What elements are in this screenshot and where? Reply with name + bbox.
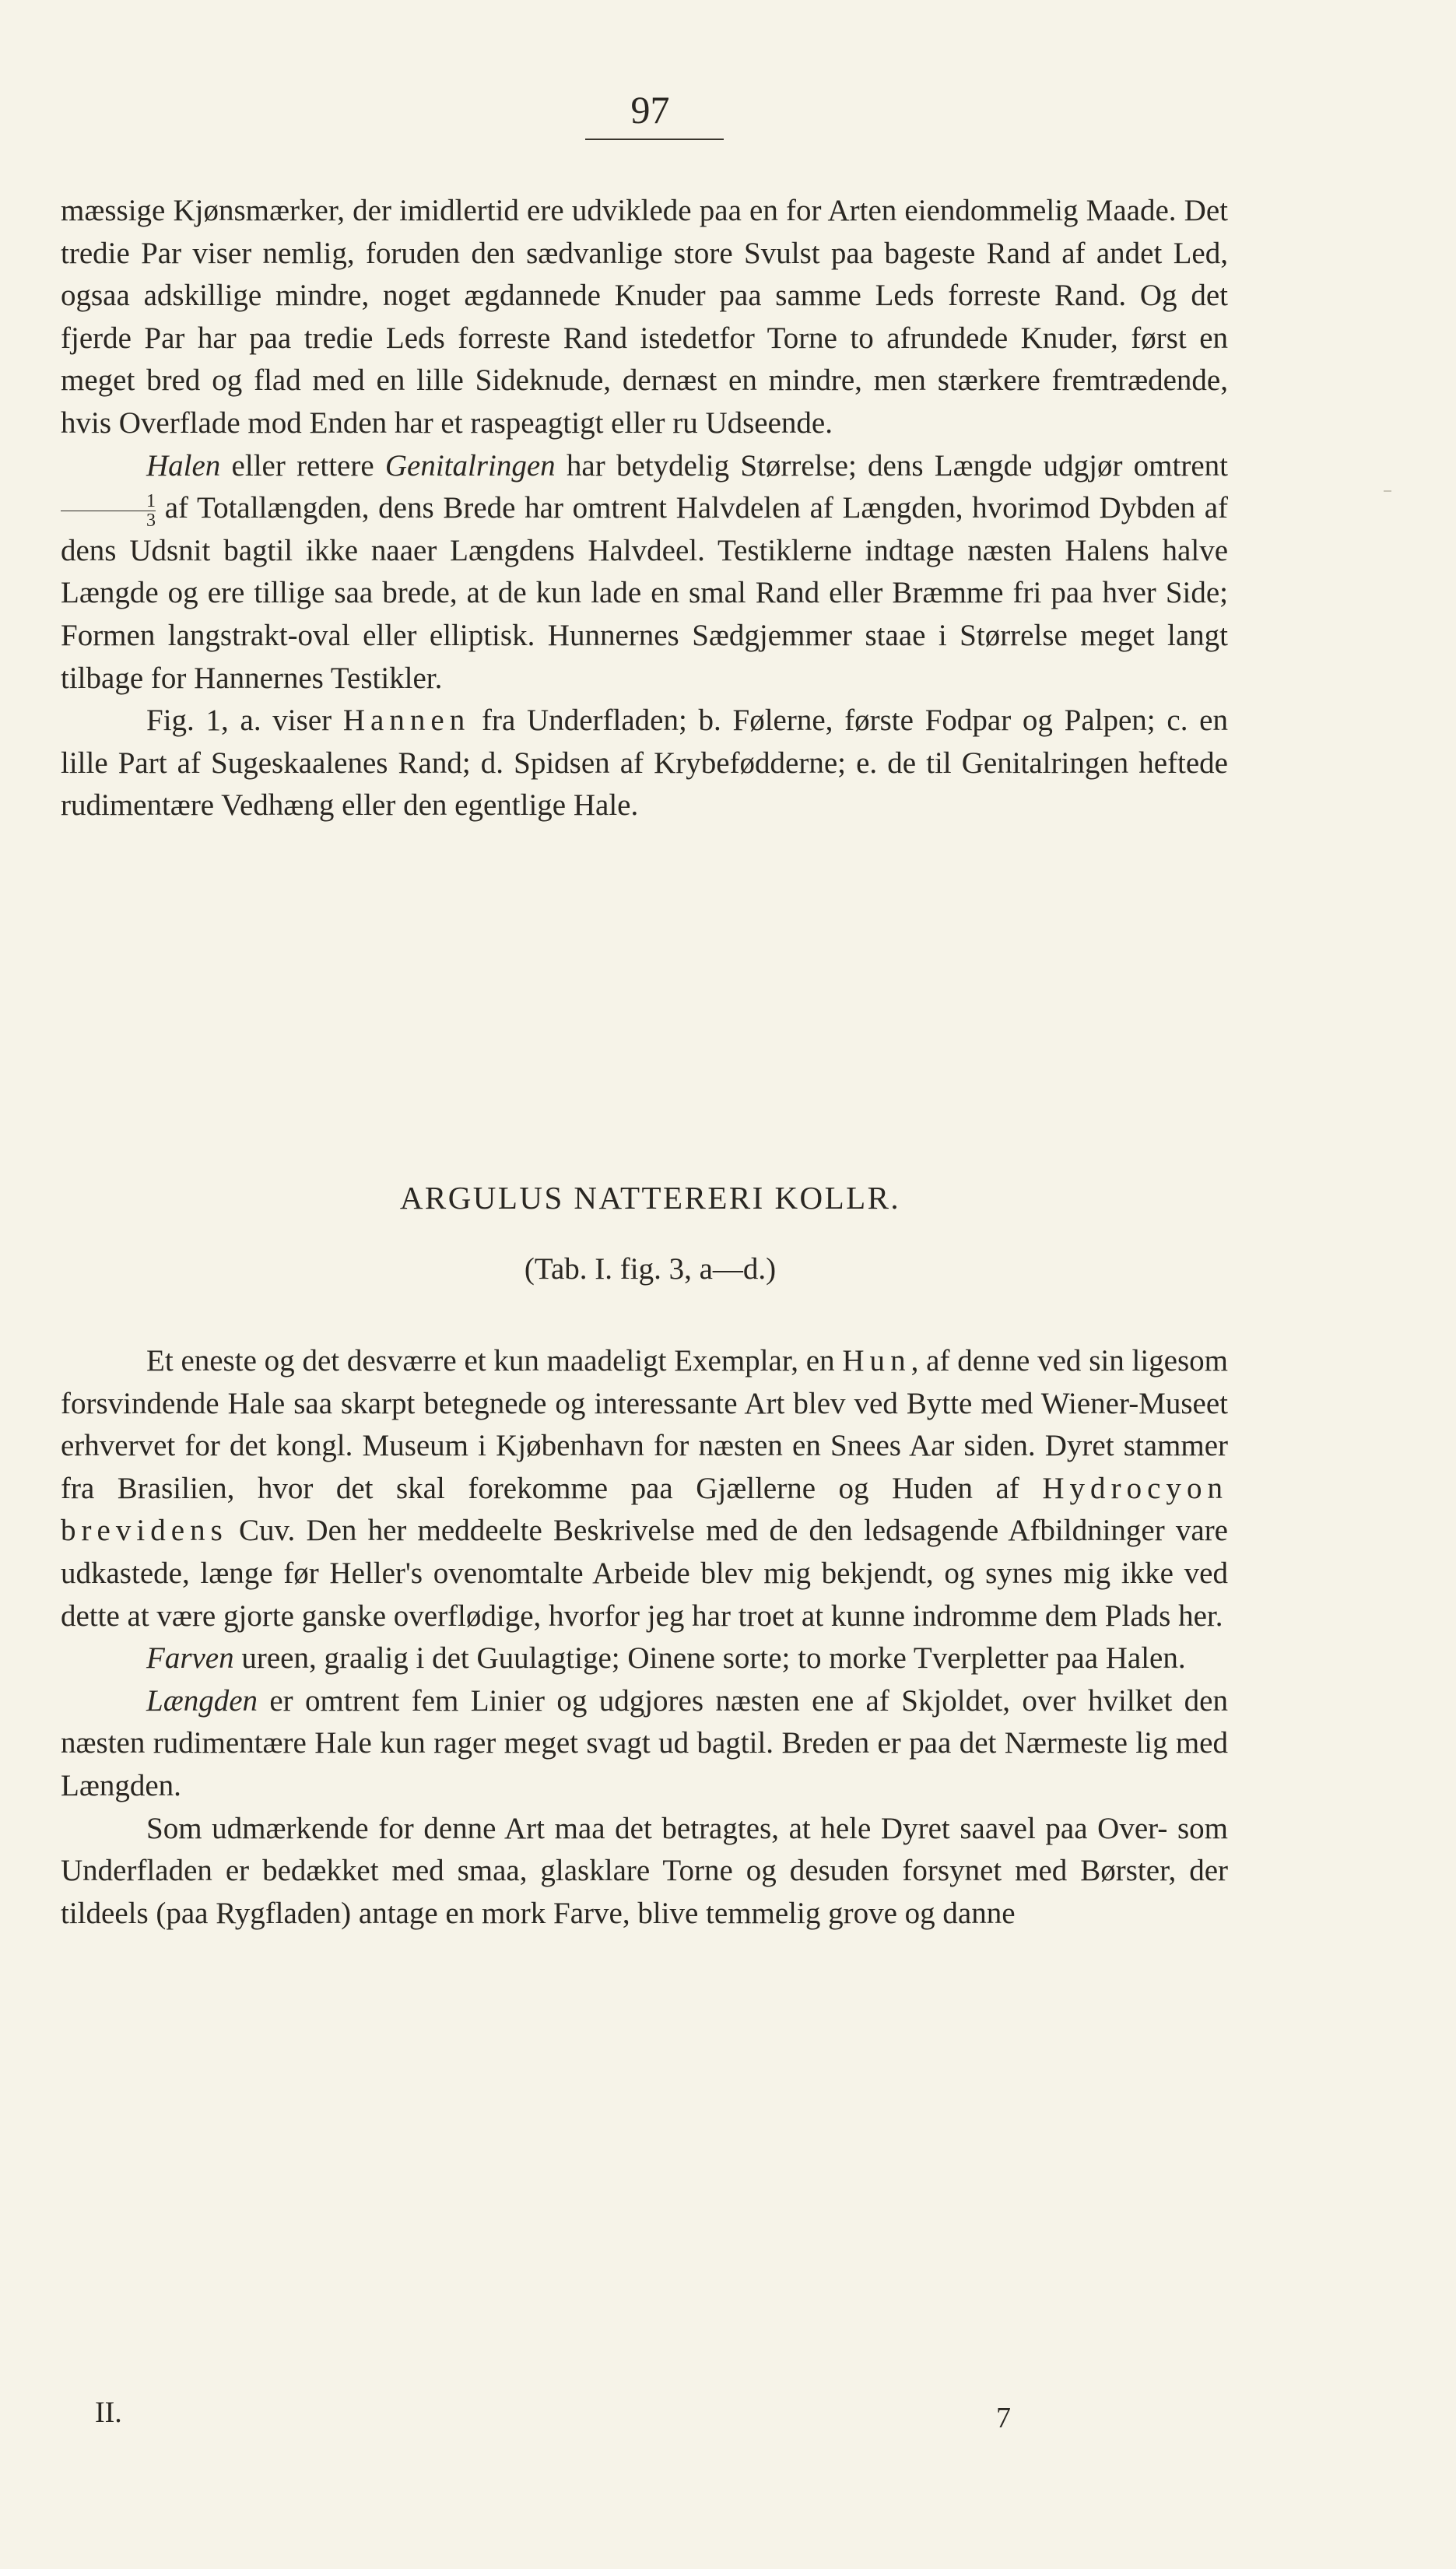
paragraph-farven: Farven ureen, graalig i det Guulagtige; Oinene sorte; to morke Tverpletter paa Halen. — [146, 1641, 1186, 1676]
spaced-term-hun: Hun — [842, 1344, 911, 1378]
italic-term-laengden: Længden — [146, 1683, 258, 1718]
section-heading: ARGULUS NATTERERI KOLLR. — [399, 1180, 901, 1216]
paragraph-halen: Halen eller rettere Genitalringen har betydelig Størrelse; dens Længde udgjør omtrent $\frac{1}{3}$ af Totallængden, dens Brede har omtrent Halvdelen af Længden, hvorimod Dybden af dens Udsnit bagtil ikke naaer Længdens Halvdeel. Testiklerne indtage næsten Halens halve Længde og ere tillige saa brede, at de kun lade en smal Rand eller Bræmme fri paa hver Side; Formen langstrakt-oval eller elliptisk. Hunnernes Sædgjemmer staae i Størrelse meget langt tilbage for Hannernes Testikler. — [61, 448, 1228, 695]
section-subheading: (Tab. I. fig. 3, a—d.) — [524, 1252, 777, 1286]
fraction-one-third: $\frac{1}{3}$ — [61, 492, 156, 530]
page-number-rule — [585, 139, 724, 140]
top-text-block — [61, 190, 1228, 827]
margin-mark — [1384, 490, 1391, 492]
italic-term-genitalringen: Genitalringen — [384, 448, 556, 483]
paragraph-figure-legend: Fig. 1, a. viser Hannen fra Underfladen; b. Følerne, første Fodpar og Palpen; c. en lille Part af Sugeskaalenes Rand; d. Spidsen af Krybefødderne; e. de til Genitalringen heftede rudimentære Vedhæng eller den egentlige Hale. — [61, 704, 1228, 823]
italic-term-farven: Farven — [146, 1641, 234, 1676]
spaced-term-hannen: Hannen — [342, 704, 471, 738]
bottom-text-block — [61, 1340, 1228, 1935]
paragraph-specimen: Et eneste og det desværre et kun maadeligt Exemplar, en Hun, af denne ved sin ligesom forsvindende Hale saa skarpt betegnede og interessante Art blev ved Bytte med Wiener-Museet erhvervet for det kongl. Museum i Kjøbenhavn for næsten en Snees Aar siden. Dyret stammer fra Brasilien, hvor det skal forekomme paa Gjællerne og Huden af Hydrocyon brevidens Cuv. Den her meddeelte Beskrivelse med de den ledsagende Afbildninger vare udkastede, længe før Heller's ovenomtalte Arbeide blev mig bekjendt, og synes mig ikke ved dette at være gjorte ganske overflødige, hvorfor jeg har troet at kunne indromme dem Plads her. — [61, 1344, 1228, 1633]
spaced-term-hydrocyon: Hydrocyon brevidens — [61, 1471, 1228, 1548]
paragraph-udmaerkende: Som udmærkende for denne Art maa det betragtes, at hele Dyret saavel paa Over- som Underfladen er bedækket med smaa, glasklare Torne og desuden forsynet med Børster, der tildeels (paa Rygfladen) antage en mork Farve, blive temmelig grove og danne — [61, 1811, 1228, 1930]
sheet-signature-right: 7 — [996, 2402, 1011, 2434]
italic-term-halen: Halen — [146, 448, 221, 483]
sheet-signature-left: II. — [95, 2396, 122, 2429]
paragraph-continued: mæssige Kjønsmærker, der imidlertid ere udviklede paa en for Arten eiendommelig Maade. Det tredie Par viser nemlig, foruden den sædvanlige store Svulst paa bageste Rand af andet Led, ogsaa adskillige mindre, noget ægdannede Knuder paa samme Leds forreste Rand. Og det fjerde Par har paa tredie Leds forreste Rand istedetfor Torne to afrundede Knuder, først en meget bred og flad med en lille Sideknude, dernæst en mindre, men stærkere fremtrædende, hvis Overflade mod Enden har et raspeagtigt eller ru Udseende. — [61, 194, 1228, 440]
paragraph-laengden: Længden er omtrent fem Linier og udgjores næsten ene af Skjoldet, over hvilket den næsten rudimentære Hale kun rager meget svagt ud bagtil. Breden er paa det Nærmeste lig med Længden. — [61, 1683, 1228, 1802]
page-number: 97 — [630, 88, 670, 132]
